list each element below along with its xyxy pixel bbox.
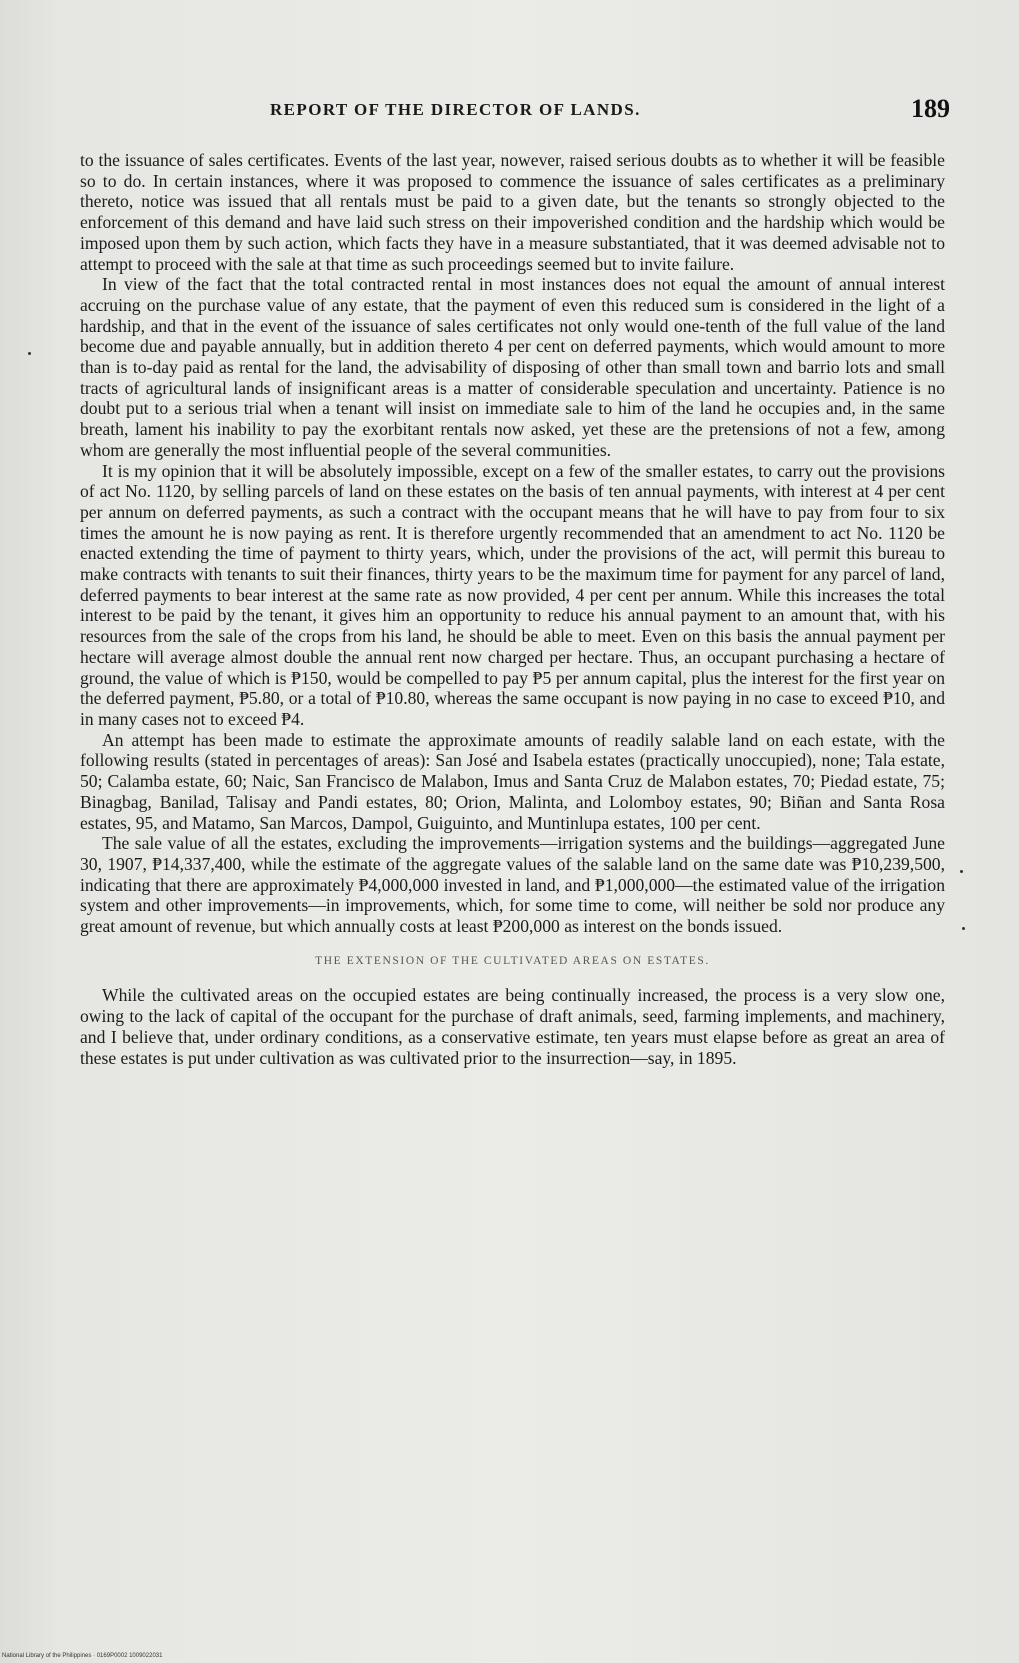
margin-speck [962, 927, 965, 930]
paragraph-act-1120-opinion: It is my opinion that it will be absolutely impossible, except on a few of the smaller estates, to carry out the provisions of act No. 1120, by selling parcels of land on these estates on the basis of ten annual payments, with interest at 4 per cent per annum on deferred payments, as such a contract with the occupant means that he will have to pay from four to six times the amount he is now paying as rent. It is therefore urgently recommended that an amendment to act No. 1120 be enacted extending the time of payment to thirty years, which, under the provisions of the act, will permit this bureau to make contracts with tenants to suit their finances, thirty years to be the maximum time for payment for any parcel of land, deferred payments to bear interest at the same rate as now provided, 4 per cent per annum. While this increases the total interest to be paid by the tenant, it gives him an opportunity to reduce his annual payment to an amount that, with his resources from the sale of the crops from his land, he should be able to meet. Even on this basis the annual payment per hectare will average almost double the annual rent now charged per hectare. Thus, an occupant purchasing a hectare of ground, the value of which is ₱150, would be compelled to pay ₱5 per annum capital, plus the interest for the first year on the deferred payment, ₱5.80, or a total of ₱10.80, whereas the same occupant is now paying in no case to exceed ₱10, and in many cases not to exceed ₱4. [80, 460, 945, 729]
body-text [80, 150, 945, 1068]
paragraph-salable-land-estimate: An attempt has been made to estimate the approximate amounts of readily salable land on each estate, with the following results (stated in percentages of areas): San José and Isabela estates (practically unoccupied), none; Tala estate, 50; Calamba estate, 60; Naic, San Francisco de Malabon, Imus and Santa Cruz de Malabon estates, 70; Piedad estate, 75; Binagbag, Banilad, Talisay and Pandi estates, 80; Orion, Malinta, and Lolomboy estates, 90; Biñan and Santa Rosa estates, 95, and Matamo, San Marcos, Dampol, Guiguinto, and Muntinlupa estates, 100 per cent. [80, 729, 945, 833]
running-head: REPORT OF THE DIRECTOR OF LANDS. [270, 100, 641, 119]
paragraph-cultivated-areas: While the cultivated areas on the occupied estates are being continually increased, the process is a very slow one, owing to the lack of capital of the occupant for the purchase of draft animals, seed, farming implements, and machinery, and I believe that, under ordinary conditions, as a conservative estimate, ten years must elapse before as great an area of these estates is put under cultivation as was cultivated prior to the insurrection—say, in 1895. [80, 985, 945, 1068]
paragraph-continuation: to the issuance of sales certificates. Events of the last year, nowever, raised serious doubts as to whether it will be feasible so to do. In certain instances, where it was proposed to commence the issuance of sales certificates as a preliminary thereto, notice was issued that all rentals must be paid to a given date, but the tenants so strongly objected to the enforcement of this demand and have laid such stress on their impoverished condition and the hardship which would be imposed upon them by such action, which facts they have in a measure substantiated, that it was deemed advisable not to attempt to proceed with the sale at that time as such proceedings seemed but to invite failure. [80, 150, 945, 274]
scan-credit: National Library of the Philippines · 0169P0002 1009022031 [2, 1653, 163, 1659]
paragraph-sale-value: The sale value of all the estates, excluding the improvements—irrigation systems and the buildings—aggregated June 30, 1907, ₱14,337,400, while the estimate of the aggregate values of the salable land on the same date was ₱10,239,500, indicating that there are approximately ₱4,000,000 invested in land, and ₱1,000,000—the estimated value of the irrigation system and other improvements—in improvements, which, for some time to come, will neither be sold nor produce any great amount of revenue, but which annually costs at least ₱200,000 as interest on the bonds issued. [80, 833, 945, 937]
margin-speck [28, 352, 31, 355]
paragraph-rental-hardship: In view of the fact that the total contracted rental in most instances does not equal the amount of annual interest accruing on the purchase value of any estate, that the payment of even this reduced sum is considered in the light of a hardship, and that in the event of the issuance of sales certificates not only would one-tenth of the full value of the land become due and payable annually, but in addition thereto 4 per cent on deferred payments, which would amount to more than is to-day paid as rental for the land, the advisability of disposing of other than small town and barrio lots and small tracts of agricultural lands of insignificant areas is a matter of considerable speculation and uncertainty. Patience is no doubt put to a serious trial when a tenant will insist on immediate sale to him of the land he occupies and, in the same breath, lament his inability to pay the exorbitant rentals now asked, yet these are the pretensions of not a few, among whom are generally the most influential people of the several communities. [80, 274, 945, 460]
page-number: 189 [911, 94, 950, 123]
section-heading: THE EXTENSION OF THE CULTIVATED AREAS ON ESTATES. [315, 954, 710, 967]
page-header [270, 94, 950, 134]
margin-speck [960, 870, 963, 873]
